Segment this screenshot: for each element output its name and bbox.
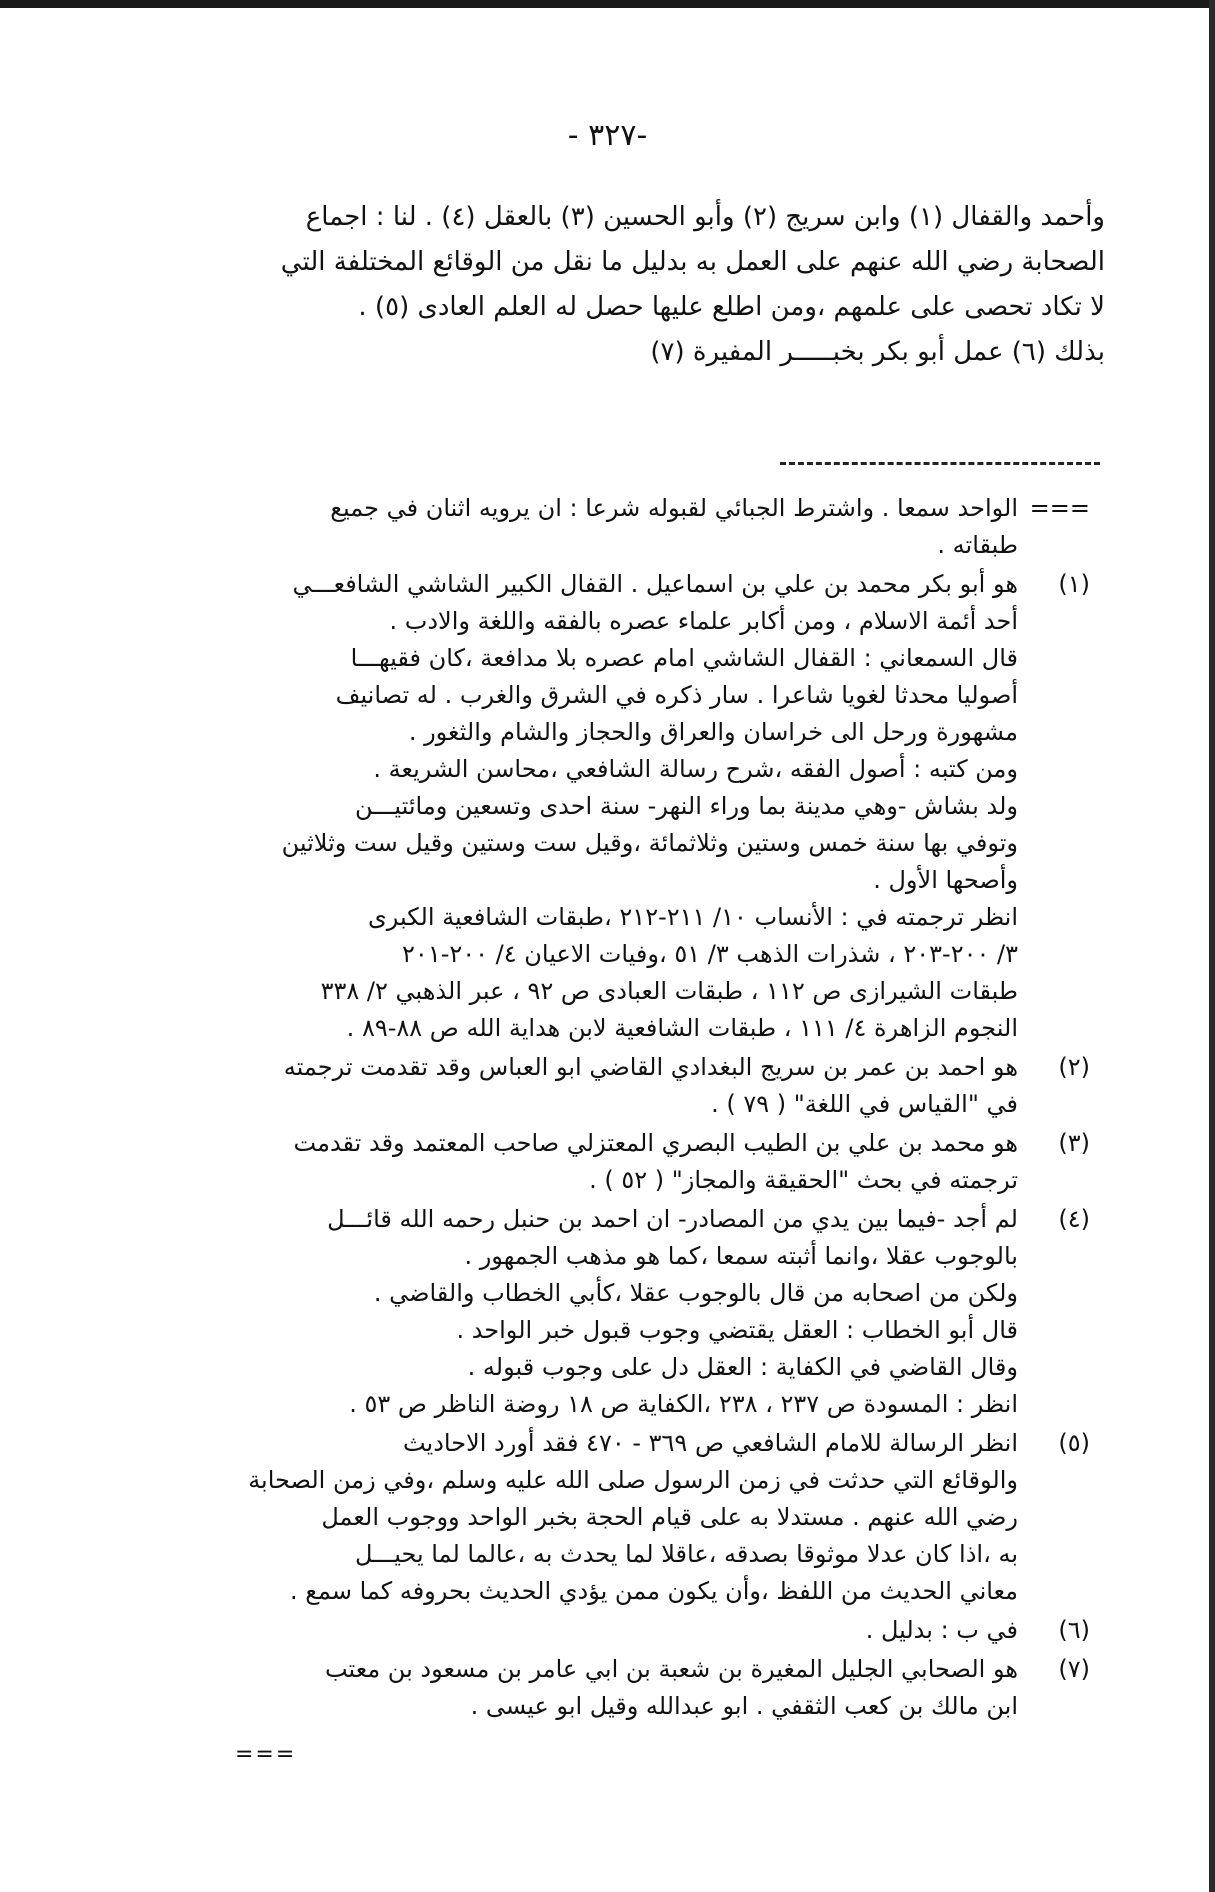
footnote-number: (٤) <box>1058 1205 1090 1233</box>
footnote-4 <box>125 1201 1090 1423</box>
footnote-line: هو احمد بن عمر بن سريج البغدادي القاضي ابو العباس وقد تقدمت ترجمته <box>283 1053 1018 1081</box>
end-marker: === <box>235 1742 297 1767</box>
body-line: الصحابة رضي الله عنهم على العمل به بدليل ما نقل من الوقائع المختلفة التي <box>280 247 1105 277</box>
footnote-line: ولد بشاش -وهي مدينة بما وراء النهر- سنة احدى وتسعين ومائتيـــن <box>355 792 1018 820</box>
footnote-line: طبقات الشيرازى ص ١١٢ ، طبقات العبادى ص ٩٢ ، عبر الذهبي ٢/ ٣٣٨ <box>320 977 1018 1005</box>
footnote-line: لم أجد -فيما بين يدي من المصادر- ان احمد بن حنبل رحمه الله قائـــل <box>327 1205 1018 1233</box>
footnote-line: طبقاته . <box>937 531 1018 559</box>
footnote-line: وتوفي بها سنة خمس وستين وثلاثمائة ،وقيل ست وستين وقيل ست وثلاثين <box>281 829 1018 857</box>
body-line: وأحمد والقفال (١) وابن سريج (٢) وأبو الحسين (٣) بالعقل (٤) . لنا : اجماع <box>305 202 1105 232</box>
footnote-line: انظر الرسالة للامام الشافعي ص ٣٦٩ - ٤٧٠ فقد أورد الاحاديث <box>402 1429 1018 1457</box>
footnote-3 <box>125 1125 1090 1199</box>
scan-right-edge <box>1209 0 1215 1892</box>
body-line: بذلك (٦) عمل أبو بكر بخبـــــر المفيرة (٧) <box>650 337 1105 367</box>
footnotes-section <box>125 490 1090 1727</box>
footnote-continuation <box>125 490 1090 564</box>
footnote-line: النجوم الزاهرة ٤/ ١١١ ، طبقات الشافعية لابن هداية الله ص ٨٨-٨٩ . <box>346 1014 1018 1042</box>
footnote-line: قال السمعاني : القفال الشاشي امام عصره بلا مدافعة ،كان فقيهـــا <box>350 644 1018 672</box>
body-line: لا تكاد تحصى على علمهم ،ومن اطلع عليها حصل له العلم العادى (٥) . <box>358 292 1105 322</box>
footnote-6 <box>125 1612 1090 1649</box>
footnote-line: ولكن من اصحابه من قال بالوجوب عقلا ،كأبي الخطاب والقاضي . <box>373 1279 1018 1307</box>
footnote-line: وأصحها الأول . <box>873 866 1018 894</box>
footnote-line: في ب : بدليل . <box>865 1616 1018 1644</box>
scan-top-edge <box>0 0 1215 8</box>
footnote-line: وقال القاضي في الكفاية : العقل دل على وجوب قبوله . <box>467 1353 1018 1381</box>
footnote-line: قال أبو الخطاب : العقل يقتضي وجوب قبول خبر الواحد . <box>456 1316 1018 1344</box>
footnote-line: والوقائع التي حدثت في زمن الرسول صلى الله عليه وسلم ،وفي زمن الصحابة <box>248 1466 1018 1494</box>
footnote-number: (٢) <box>1058 1053 1090 1081</box>
footnote-line: ومن كتبه : أصول الفقه ،شرح رسالة الشافعي ،محاسن الشريعة . <box>373 755 1018 783</box>
footnote-number: (٧) <box>1058 1655 1090 1683</box>
footnote-line: انظر ترجمته في : الأنساب ١٠/ ٢١١-٢١٢ ،طبقات الشافعية الكبرى <box>368 903 1018 931</box>
footnote-line: بالوجوب عقلا ،وانما أثبته سمعا ،كما هو مذهب الجمهور . <box>464 1242 1018 1270</box>
footnote-line: به ،اذا كان عدلا موثوقا بصدقه ،عاقلا لما يحدث به ،عالما لما يحيـــل <box>354 1540 1018 1568</box>
footnote-number: (١) <box>1058 570 1090 598</box>
footnote-line: ابن مالك بن كعب الثقفي . ابو عبدالله وقيل ابو عيسى . <box>470 1692 1018 1720</box>
footnote-line: رضي الله عنهم . مستدلا به على قيام الحجة بخبر الواحد ووجوب العمل <box>321 1503 1018 1531</box>
footnote-line: هو محمد بن علي بن الطيب البصري المعتزلي صاحب المعتمد وقد تقدمت <box>293 1129 1018 1157</box>
continuation-marker: === <box>1029 494 1090 522</box>
footnote-line: في "القياس في اللغة" ( ٧٩ ) . <box>711 1090 1018 1118</box>
footnote-number: (٦) <box>1058 1616 1090 1644</box>
footnote-5 <box>125 1425 1090 1610</box>
page-number: - ٣٢٧- <box>567 118 648 153</box>
footnote-line: أحد أئمة الاسلام ، ومن أكابر علماء عصره بالفقه واللغة والادب . <box>389 607 1018 635</box>
footnote-line: أصوليا محدثا لغويا شاعرا . سار ذكره في الشرق والغرب . له تصانيف <box>335 681 1018 709</box>
footnote-2 <box>125 1049 1090 1123</box>
footnote-line: مشهورة ورحل الى خراسان والعراق والحجاز والشام والثغور . <box>408 718 1018 746</box>
footnote-line: ٣/ ٢٠٠-٢٠٣ ، شذرات الذهب ٣/ ٥١ ،وفيات الاعيان ٤/ ٢٠٠-٢٠١ <box>402 940 1018 968</box>
footnote-line: انظر : المسودة ص ٢٣٧ ، ٢٣٨ ،الكفاية ص ١٨ روضة الناظر ص ٥٣ . <box>349 1390 1018 1418</box>
footnote-number: (٣) <box>1058 1129 1090 1157</box>
footnote-number: (٥) <box>1058 1429 1090 1457</box>
footnote-line: هو أبو بكر محمد بن علي بن اسماعيل . القفال الكبير الشاشي الشافعـــي <box>292 570 1018 598</box>
footnote-1 <box>125 566 1090 1047</box>
footnote-line: معاني الحديث من اللفظ ،وأن يكون ممن يؤدي الحديث بحروفه كما سمع . <box>289 1577 1018 1605</box>
footnote-line: ترجمته في بحث "الحقيقة والمجاز" ( ٥٢ ) . <box>589 1166 1018 1194</box>
footnote-7 <box>125 1651 1090 1725</box>
footnote-line: الواحد سمعا . واشترط الجبائي لقبوله شرعا : ان يرويه اثنان في جميع <box>330 494 1018 522</box>
footnote-divider <box>780 462 1100 465</box>
footnote-line: هو الصحابي الجليل المغيرة بن شعبة بن ابي عامر بن مسعود بن معتب <box>324 1655 1018 1683</box>
main-body-text <box>170 195 1105 375</box>
